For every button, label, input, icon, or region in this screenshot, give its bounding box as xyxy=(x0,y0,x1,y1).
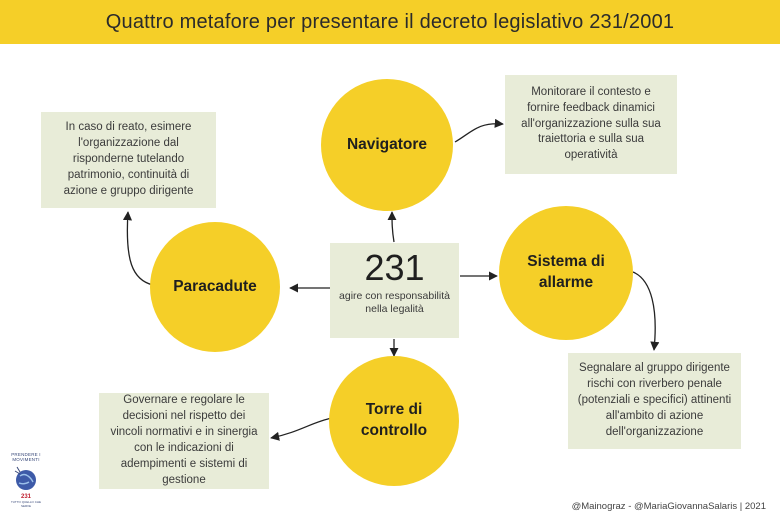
label-navigatore: Navigatore xyxy=(346,135,428,153)
logo-top-text: PRENDERE I MOVIMENTI xyxy=(11,452,41,462)
center-number: 231 xyxy=(364,247,425,288)
center-box xyxy=(330,243,459,338)
globe-icon xyxy=(11,463,41,493)
description-sistema-allarme: Segnalare al gruppo dirigente rischi con riverbero penale (potenziali e specifici) attinenti all'ambito di azione dell'organizzazione xyxy=(577,362,732,438)
arrow-navigatore-to-box xyxy=(455,124,503,142)
label-paracadute: Paracadute xyxy=(173,277,257,295)
label-torre-controllo: Torre di controllo xyxy=(360,401,428,439)
arrow-paracadute-to-box xyxy=(127,212,153,285)
footer-credit: @Mainograz - @MariaGiovannaSalaris | 2021 xyxy=(571,501,766,512)
arrow-torre-to-box xyxy=(271,418,332,438)
box-paracadute xyxy=(41,112,216,208)
arrow-center-to-navigatore xyxy=(392,212,394,242)
description-torre-controllo: Governare e regolare le decisioni nel rispetto dei vincoli normativi e in sinergia con le indicazioni di adempimenti e sistemi di gestione xyxy=(110,394,258,486)
label-sistema-allarme: Sistema di allarme xyxy=(527,253,605,291)
circle-sistema-allarme xyxy=(499,206,633,340)
box-navigatore xyxy=(505,75,677,174)
circle-torre-controllo xyxy=(329,356,459,486)
logo xyxy=(6,452,46,514)
circle-paracadute xyxy=(150,222,280,352)
logo-bottom-text: TUTTO QUELLO CHE SERVE xyxy=(10,500,42,508)
box-torre-controllo xyxy=(99,393,269,489)
page-title: Quattro metafore per presentare il decreto legislativo 231/2001 xyxy=(105,10,675,33)
logo-mid-text: 231 xyxy=(20,494,31,500)
center-subtitle: agire con responsabilità nella legalità xyxy=(339,289,450,316)
description-navigatore: Monitorare il contesto e fornire feedback dinamici all'organizzazione sulla sua traiettoria e sulla sua operatività xyxy=(521,85,661,162)
arrow-sistema-to-box xyxy=(633,272,655,350)
circle-navigatore xyxy=(321,79,453,211)
box-sistema-allarme xyxy=(568,353,741,449)
description-paracadute: In caso di reato, esimere l'organizzazione dal risponderne tutelando patrimonio, continuità di azione e gruppo dirigente xyxy=(63,121,194,197)
